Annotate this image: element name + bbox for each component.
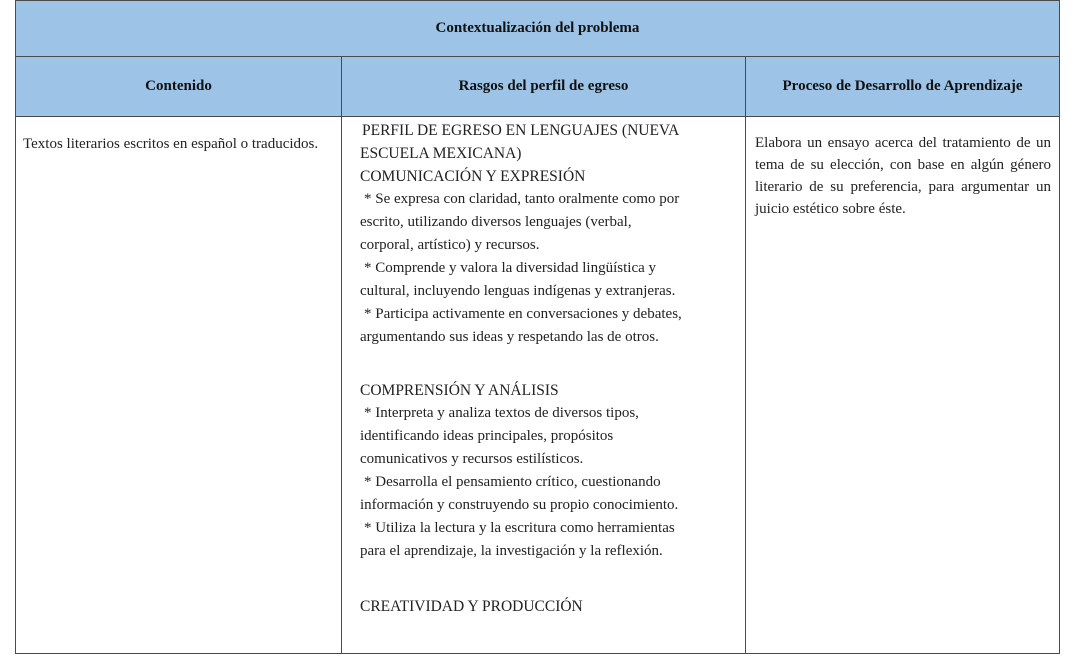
- section-gap: [360, 349, 735, 372]
- section-gap: [360, 586, 735, 595]
- section-comprension-title: COMPRENSIÓN Y ANÁLISIS: [360, 382, 559, 399]
- list-item-line: * Participa activamente en conversaciones y debates,: [364, 306, 682, 322]
- perfil-title-line-2: ESCUELA MEXICANA): [360, 145, 522, 162]
- rasgos-content: [360, 119, 735, 637]
- list-item-line: * Desarrolla el pensamiento crítico, cuestionando: [364, 474, 661, 490]
- list-item-line: * Se expresa con claridad, tanto oralmente como por: [364, 191, 680, 207]
- header-rasgos: Rasgos del perfil de egreso: [342, 57, 746, 117]
- section-gap: [360, 372, 735, 379]
- rasgos-cell: [342, 117, 746, 654]
- list-item-line: comunicativos y recursos estilísticos.: [360, 451, 584, 467]
- perfil-title-line-1: PERFIL DE EGRESO EN LENGUAJES (NUEVA: [362, 122, 680, 139]
- proceso-cell: [746, 117, 1060, 654]
- list-item-line: corporal, artístico) y recursos.: [360, 237, 540, 253]
- proceso-text: Elabora un ensayo acerca del tratamiento de un tema de su elección, con base en algún género literario de su preferencia, para argumentar un juicio estético sobre éste.: [755, 135, 1051, 217]
- list-item-line: * Utiliza la lectura y la escritura como herramientas: [364, 520, 675, 536]
- list-item-line: identificando ideas principales, propósitos: [360, 428, 614, 444]
- list-item-line: * Comprende y valora la diversidad lingüística y: [364, 260, 657, 276]
- section-comunicacion-title: COMUNICACIÓN Y EXPRESIÓN: [360, 168, 586, 185]
- contenido-cell: [16, 117, 342, 654]
- section-creatividad-title: CREATIVIDAD Y PRODUCCIÓN: [360, 598, 583, 615]
- list-item-line: argumentando sus ideas y respetando las de otros.: [360, 329, 659, 345]
- list-item-line: escrito, utilizando diversos lenguajes (verbal,: [360, 214, 632, 230]
- contenido-text: Textos literarios escritos en español o traducidos.: [23, 136, 319, 152]
- list-item-line: cultural, incluyendo lenguas indígenas y extranjeras.: [360, 283, 676, 299]
- list-item: [360, 517, 735, 563]
- list-item: [360, 402, 735, 471]
- section-gap: [360, 563, 735, 586]
- list-item: [360, 188, 735, 257]
- header-proceso: Proceso de Desarrollo de Aprendizaje: [746, 57, 1060, 117]
- list-item: [360, 257, 735, 303]
- list-item-line: * Interpreta y analiza textos de diversos tipos,: [364, 405, 639, 421]
- list-item-line: para el aprendizaje, la investigación y la reflexión.: [360, 543, 663, 559]
- header-contenido: Contenido: [16, 57, 342, 117]
- table-title: Contextualización del problema: [16, 1, 1060, 57]
- list-item-line: información y construyendo su propio conocimiento.: [360, 497, 679, 513]
- list-item: [360, 303, 735, 349]
- document-table: [15, 0, 1060, 654]
- list-item: [360, 471, 735, 517]
